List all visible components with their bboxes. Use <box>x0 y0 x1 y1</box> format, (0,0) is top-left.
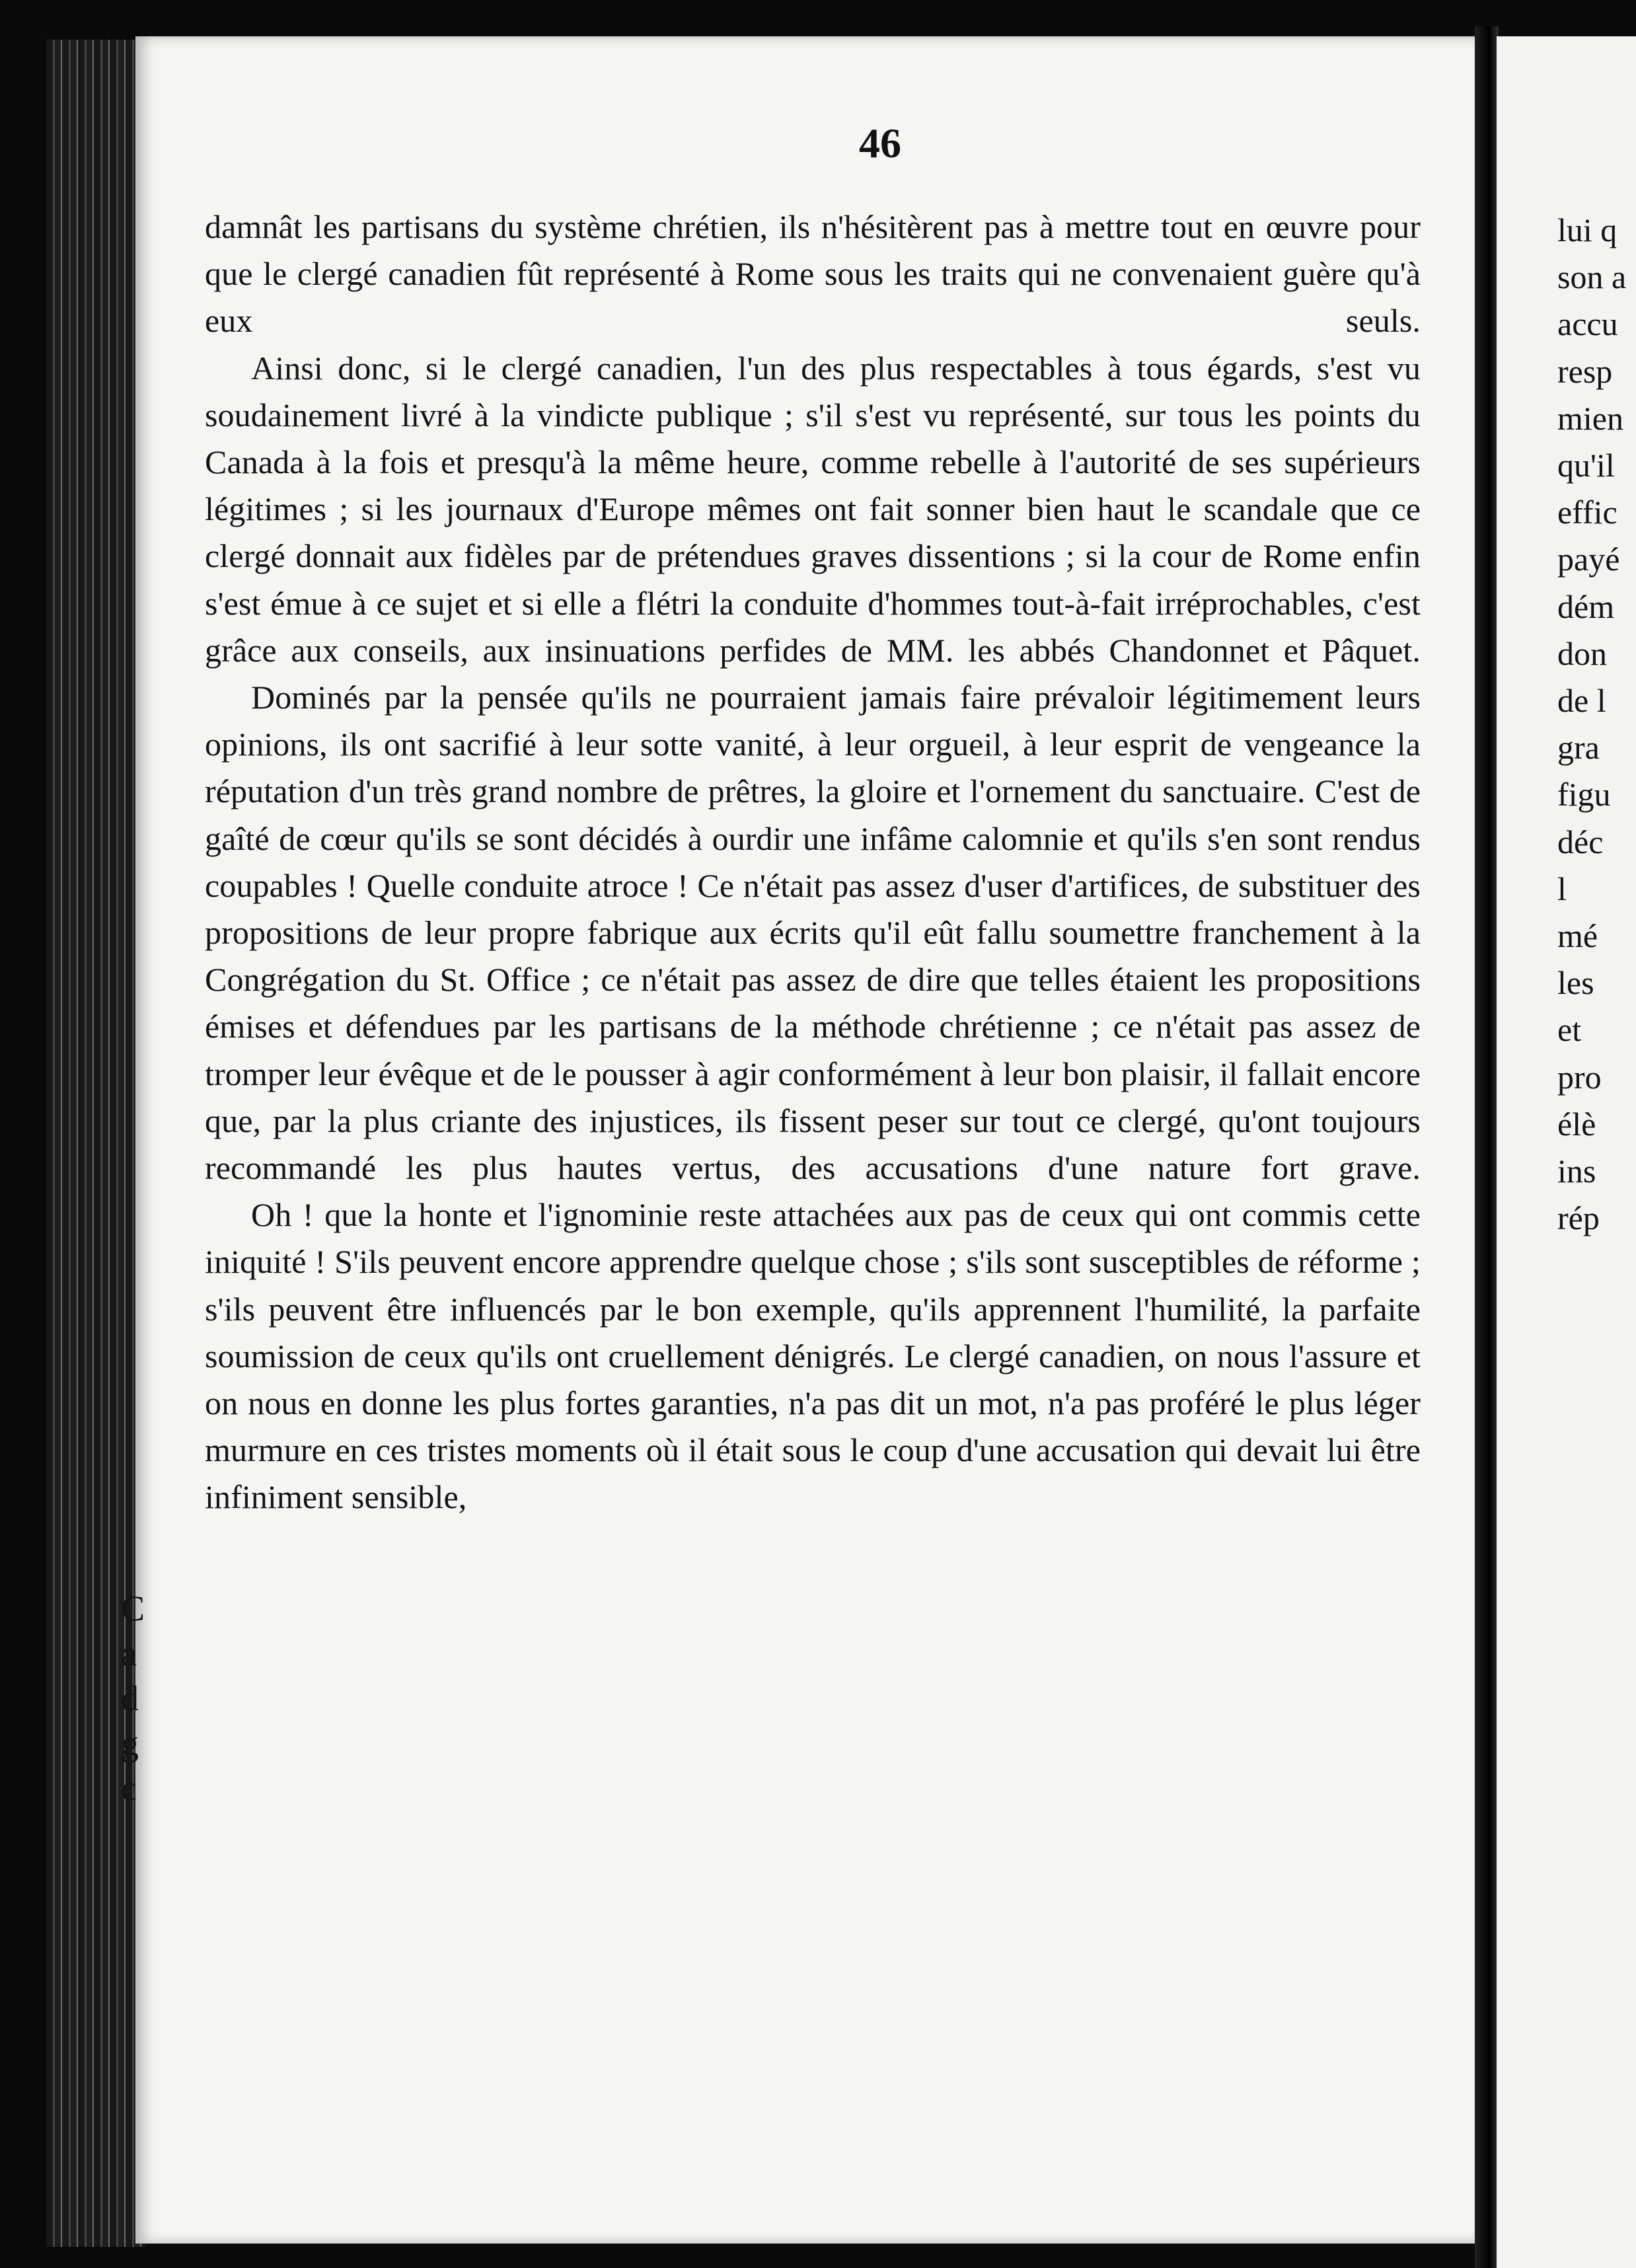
adjacent-page-fragment: ins <box>1557 1153 1596 1190</box>
paragraph: Dominés par la pensée qu'ils ne pourraient jamais faire prévaloir légitimement leurs opinions, ils ont sacrifié à leur sotte vanité, à leur orgueil, à leur esprit de vengeance la réputation d'un très grand nombre de prêtres, la gloire et l'ornement du sanctuaire. C'est de gaîté de cœur qu'ils se sont décidés à ourdir une infâme calomnie et qu'ils s'en sont rendus coupables ! Quelle conduite atroce ! Ce n'était pas assez d'user d'artifices, de substituer des propositions de leur propre fabrique aux écrits qu'il eût fallu soumettre franchement à la Congrégation du St. Office ; ce n'était pas assez de dire que telles étaient les propositions émises et défendues par les partisans de la méthode chrétienne ; ce n'était pas assez de tromper leur évêque et de le pousser à agir conformément à leur bon plaisir, il fallait encore que, par la plus criante des injustices, ils fissent peser sur tout ce clergé, qu'ont toujours recommandé les plus hautes vertus, des accusations d'une nature fort grave. <box>205 679 1421 1187</box>
adjacent-page-fragment: de l <box>1557 682 1606 720</box>
adjacent-page-fragment: don <box>1557 634 1607 672</box>
adjacent-page-fragment: lui q <box>1557 211 1617 248</box>
adjacent-page <box>1497 36 1636 2268</box>
adjacent-page-fragment: élè <box>1557 1105 1596 1143</box>
adjacent-page-letter: d <box>121 1679 139 1718</box>
adjacent-page-fragment: les <box>1557 964 1594 1002</box>
adjacent-page-fragment: figu <box>1557 776 1611 813</box>
adjacent-page-fragment: resp <box>1557 352 1613 390</box>
adjacent-page-fragment: effic <box>1557 494 1617 531</box>
page-body-text <box>205 204 1421 1521</box>
adjacent-page-fragment: gra <box>1557 729 1600 767</box>
adjacent-page-fragment: mé <box>1557 917 1598 955</box>
adjacent-page-fragment: déc <box>1557 823 1604 860</box>
adjacent-page-fragment: et <box>1557 1011 1582 1049</box>
adjacent-page-fragment: qu'il <box>1557 447 1615 484</box>
adjacent-page-fragment: mien <box>1557 399 1623 437</box>
adjacent-page-fragment: dém <box>1557 587 1615 625</box>
adjacent-page-fragment: rép <box>1557 1199 1600 1237</box>
adjacent-page-text <box>1557 207 1626 1242</box>
adjacent-page-letter: g <box>121 1723 139 1763</box>
adjacent-page-fragment: accu <box>1557 305 1618 343</box>
adjacent-page-fragment: son a <box>1557 258 1627 296</box>
adjacent-page-letter: c <box>121 1768 137 1808</box>
adjacent-page-letter: a <box>121 1634 137 1673</box>
adjacent-page-letter: C <box>121 1589 145 1628</box>
adjacent-page-fragment: l <box>1557 870 1567 907</box>
adjacent-page-fragment: pro <box>1557 1058 1602 1096</box>
paragraph: Oh ! que la honte et l'ignominie reste attachées aux pas de ceux qui ont commis cette iniquité ! S'ils peuvent encore apprendre quelque chose ; s'ils sont susceptibles de réforme ; s'ils peuvent être influencés par le bon exemple, qu'ils apprennent l'humilité, la parfaite soumission de ceux qu'ils ont cruellement dénigrés. Le clergé canadien, on nous l'assure et on nous en donne les plus fortes garanties, n'a pas dit un mot, n'a pas proféré le plus léger murmure en ces tristes moments où il était sous le coup d'une accusation qui devait lui être infiniment sensible, <box>205 1196 1421 1516</box>
paragraph: damnât les partisans du système chrétien, ils n'hésitèrent pas à mettre tout en œuvre pour que le clergé canadien fût représenté à Rome sous les traits qui ne convenaient guère qu'à eux seuls. <box>205 208 1421 340</box>
adjacent-page-fragment: payé <box>1557 541 1620 578</box>
adjacent-page-letters <box>121 1586 145 1811</box>
book-spine-edge <box>46 40 145 2247</box>
book-gutter <box>1475 26 1499 2268</box>
page-number: 46 <box>859 120 901 167</box>
paragraph: Ainsi donc, si le clergé canadien, l'un des plus respectables à tous égards, s'est vu soudainement livré à la vindicte publique ; s'il s'est vu représenté, sur tous les points du Canada à la fois et presqu'à la même heure, comme rebelle à l'autorité de ses supérieurs légitimes ; si les journaux d'Europe mêmes ont fait sonner bien haut le scandale que ce clergé donnait aux fidèles par de prétendues graves dissentions ; si la cour de Rome enfin s'est émue à ce sujet et si elle a flétri la conduite d'hommes tout-à-fait irréprochables, c'est grâce aux conseils, aux insinuations perfides de MM. les abbés Chandonnet et Pâquet. <box>205 349 1421 669</box>
